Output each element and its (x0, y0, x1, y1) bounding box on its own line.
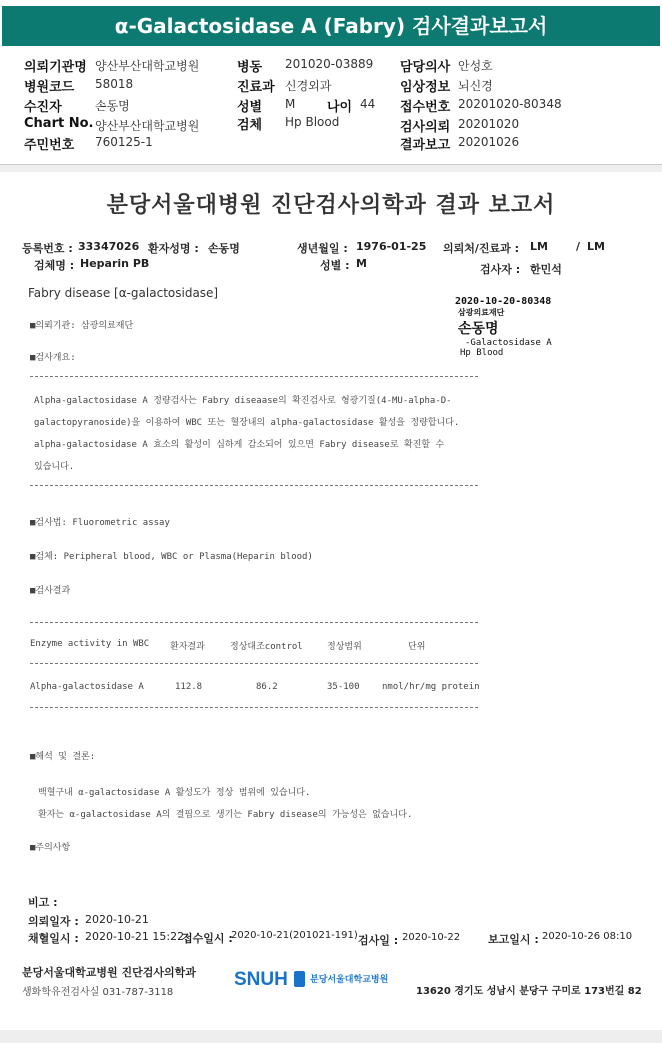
chart-label: Chart No. (24, 116, 94, 131)
title-bar-bg (0, 0, 662, 52)
chart-value: 양산부산대학교병원 (95, 119, 200, 133)
specimen-type: ■검체: Peripheral blood, WBC or Plasma(Heparin blood) (30, 552, 313, 562)
table-header-control: 정상대조control (230, 642, 303, 652)
overview-heading: ■검사개요: (30, 353, 76, 363)
report-date-value: 2020-10-26 08:10 (542, 931, 633, 942)
snuh-logo-text: SNUH (234, 969, 288, 990)
specimen-name-label: 검체명 : (34, 259, 75, 272)
reg-value: 33347026 (78, 240, 140, 253)
doc-sex-label: 성별 : (320, 259, 350, 272)
receipt-label: 접수번호 (400, 100, 451, 115)
specimen-label: 검체 (237, 118, 263, 133)
divider (30, 485, 478, 486)
overview-line-3: alpha-galactosidase A 효소의 활성이 심하게 감소되어 있으면 Fabry disease로 확진할 수 (34, 440, 445, 450)
table-cell-unit: nmol/hr/mg protein (382, 682, 480, 692)
ward-value: 201020-03889 (285, 57, 374, 71)
receipt-value: 20201020-80348 (458, 97, 562, 111)
table-header-patient: 환자결과 (170, 642, 205, 652)
ward-label: 병동 (237, 60, 263, 75)
divider (30, 707, 478, 708)
dob-label: 생년월일 : (297, 242, 348, 255)
table-cell-control: 86.2 (256, 682, 278, 692)
ssn-value: 760125-1 (95, 135, 153, 149)
sex-label: 성별 (237, 100, 263, 115)
doctor-value: 안성호 (458, 59, 493, 73)
snuh-emblem-icon (294, 971, 305, 987)
report-title: α-Galactosidase A (Fabry) 검사결과보고서 (2, 6, 660, 46)
table-header-unit: 단위 (408, 642, 426, 652)
report-label: 결과보고 (400, 138, 451, 153)
method: ■검사법: Fluorometric assay (30, 518, 170, 528)
request-date-label: 의뢰일자 : (28, 915, 79, 928)
dept-label: 진료과 (237, 80, 275, 95)
dept-value: 신경외과 (285, 79, 332, 93)
table-cell-range: 35-100 (327, 682, 360, 692)
age-value: 44 (360, 97, 376, 111)
table-cell-enzyme: Alpha-galactosidase A (30, 682, 144, 692)
tester-value: 한민석 (530, 263, 562, 276)
footer-lab-contact: 생화학유전검사실 031-787-3118 (22, 987, 174, 998)
patient-label: 수진자 (24, 100, 62, 115)
result-heading: ■검사결과 (30, 586, 71, 596)
referral-institution: ■의뢰기관: 삼광의료재단 (30, 321, 134, 331)
sex-value: M (285, 97, 296, 111)
test-date-label: 검사일 : (358, 934, 399, 947)
overview-line-2: galactopyranoside)을 이용하여 WBC 또는 혈장내의 alpha-galactosidase 활성을 정량합니다. (34, 418, 460, 428)
patient-value: 손동명 (95, 99, 130, 113)
referral-separator: / (576, 240, 581, 253)
interpretation-line-2: 환자는 α-galactosidase A의 결핍으로 생기는 Fabry disease의 가능성은 없습니다. (38, 810, 413, 820)
divider (30, 622, 478, 623)
interpretation-heading: ■해석 및 결론: (30, 752, 96, 762)
snuh-logo-subtext: 분당서울대학교병원 (310, 975, 389, 985)
caution-heading: ■주의사항 (30, 843, 71, 853)
specimen-label-stamp (455, 296, 585, 358)
stamp-test-name: -Galactosidase A (465, 338, 552, 348)
request-value: 20201020 (458, 117, 520, 131)
stamp-patient-name: 손동명 (458, 321, 499, 337)
table-header-enzyme: Enzyme activity in WBC (30, 639, 150, 649)
hospcode-value: 58018 (95, 77, 134, 91)
footer-organization: 분당서울대학교병원 진단검사의학과 (22, 966, 196, 979)
age-label: 나이 (327, 100, 353, 115)
address: 13620 경기도 성남시 분당구 구미로 173번길 82 (416, 986, 642, 997)
referral-value-2: LM (587, 240, 605, 253)
referral-label: 의뢰처/진료과 : (443, 242, 520, 255)
overview-line-1: Alpha-galactosidase A 정량검사는 Fabry diseaase의 확진검사로 형광기질(4-MU-alpha-D- (34, 396, 452, 406)
dob-value: 1976-01-25 (356, 240, 427, 253)
institution-label: 의뢰기관명 (24, 60, 87, 75)
note-label: 비고 : (28, 896, 58, 909)
report-value: 20201026 (458, 135, 520, 149)
divider (30, 376, 478, 377)
report-date-label: 보고일시 : (488, 933, 539, 946)
lab-report-page (0, 172, 662, 1030)
reg-label: 등록번호 : (22, 242, 73, 255)
doc-title: 분당서울대병원 진단검사의학과 결과 보고서 (106, 193, 556, 218)
stamp-institution: 삼광의료재단 (458, 308, 505, 317)
referral-value-1: LM (530, 240, 548, 253)
test-date-value: 2020-10-22 (402, 932, 461, 943)
ssn-label: 주민번호 (24, 138, 75, 153)
interpretation-line-1: 백혈구내 α-galactosidase A 활성도가 정상 범위에 있습니다. (38, 788, 311, 798)
stamp-specimen: Hp Blood (460, 348, 504, 358)
clinical-value: 뇌신경 (458, 79, 493, 93)
collection-value: 2020-10-21 15:22 (85, 930, 185, 943)
overview-line-4: 있습니다. (34, 462, 75, 472)
patient-name-value: 손동명 (208, 242, 240, 255)
doc-sex-value: M (356, 257, 367, 270)
specimen-value: Hp Blood (285, 115, 340, 129)
test-name: Fabry disease [α-galactosidase] (28, 286, 219, 300)
clinical-label: 임상정보 (400, 80, 451, 95)
collection-label: 채혈일시 : (28, 932, 79, 945)
snuh-logo (234, 969, 388, 991)
stamp-receipt-number: 2020-10-20-80348 (455, 296, 552, 307)
report-header (0, 52, 662, 165)
received-label: 접수일시 : (182, 932, 233, 945)
doctor-label: 담당의사 (400, 60, 451, 75)
patient-name-label: 환자성명 : (148, 242, 199, 255)
received-value: 2020-10-21(201021-191) (231, 930, 358, 941)
table-cell-patient: 112.8 (175, 682, 203, 692)
request-label: 검사의뢰 (400, 120, 451, 135)
specimen-name-value: Heparin PB (80, 257, 150, 270)
tester-label: 검사자 : (480, 263, 521, 276)
hospcode-label: 병원코드 (24, 80, 75, 95)
table-header-range: 정상범위 (327, 642, 362, 652)
institution-value: 양산부산대학교병원 (95, 59, 200, 73)
divider (30, 663, 478, 664)
request-date-value: 2020-10-21 (85, 913, 149, 926)
